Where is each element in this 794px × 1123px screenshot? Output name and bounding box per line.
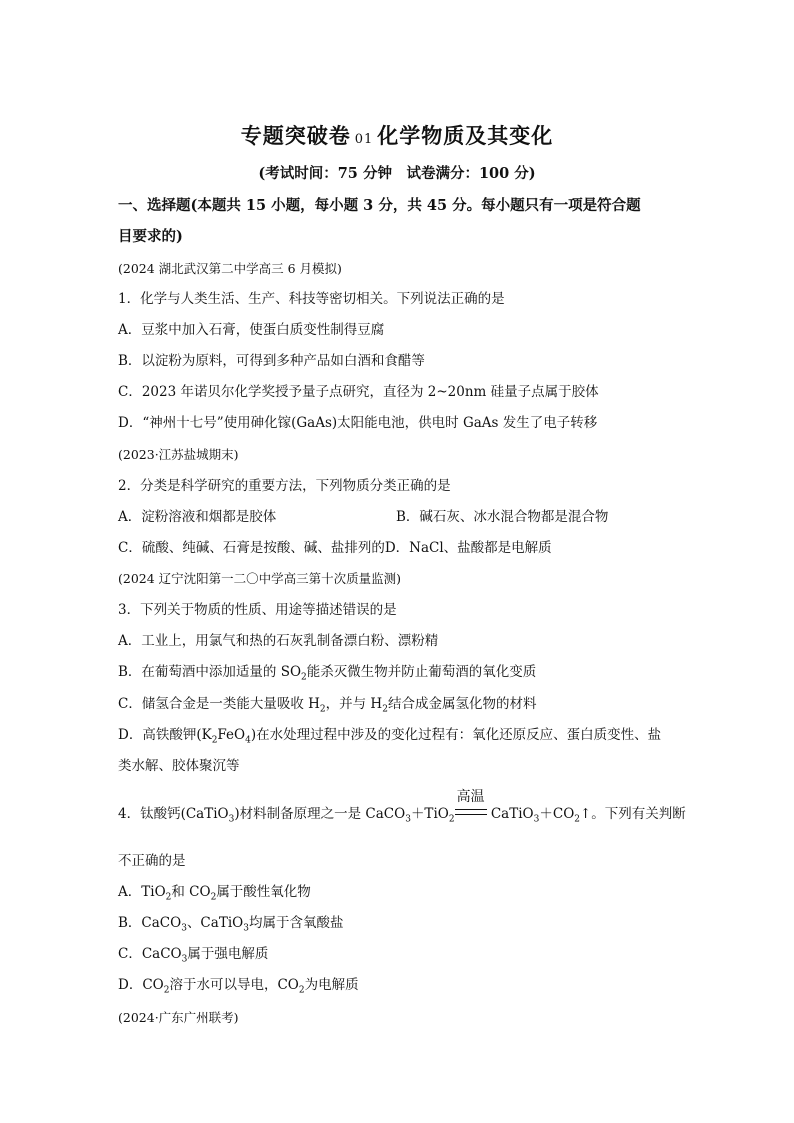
q1-source: (2024 湖北武汉第二中学高三 6 月模拟) xyxy=(118,261,342,276)
q4-option-c: C．CaCO$_3$属于强电解质 xyxy=(118,946,269,965)
q5-source: (2024·广东广州联考) xyxy=(118,1010,239,1025)
q2-option-c: C．硫酸、纯碱、石膏是按酸、碱、盐排列的 xyxy=(118,540,385,556)
q1-option-c: C．2023 年诺贝尔化学奖授予量子点研究，直径为 2~20nm 硅量子点属于胶体 xyxy=(118,384,599,400)
q3-option-d-cont: 类水解、胶体聚沉等 xyxy=(118,758,240,774)
q1-stem: 1．化学与人类生活、生产、科技等密切相关。下列说法正确的是 xyxy=(118,291,505,307)
title-part2: 化学物质及其变化 xyxy=(377,123,554,148)
q1-option-b: B．以淀粉为原料，可得到多种产品如白酒和食醋等 xyxy=(118,353,425,369)
q3-option-c: C．储氢合金是一类能大量吸收 $H_2$，并与 $H_2$结合成金属氢化物的材料 xyxy=(118,696,537,715)
q3-option-b: B．在葡萄酒中添加适量的 $SO_2$能杀灭微生物并防止葡萄酒的氧化变质 xyxy=(118,664,537,683)
q1-option-a: A．豆浆中加入石膏，使蛋白质变性制得豆腐 xyxy=(118,322,385,338)
reaction-condition: 高温 xyxy=(455,809,487,818)
q3-source: (2024 辽宁沈阳第一二〇中学高三第十次质量监测) xyxy=(118,571,402,586)
q4-option-b: B．CaCO$_3$、CaTiO$_3$均属于含氧酸盐 xyxy=(118,915,344,934)
q3-option-d: D．高铁酸钾$(K_2FeO_4)$在水处理过程中涉及的变化过程有：氧化还原反应、蛋白质变性、盐 xyxy=(118,727,662,746)
q4-stem-cont: 不正确的是 xyxy=(118,853,186,869)
section-heading: 一、选择题(本题共 15 小题，每小题 3 分，共 45 分。每小题只有一项是符合题 xyxy=(118,197,641,214)
page-title xyxy=(0,120,794,150)
q3-stem: 3．下列关于物质的性质、用途等描述错误的是 xyxy=(118,602,397,618)
q4-option-a: A．TiO$_2$和 $CO_2$属于酸性氧化物 xyxy=(118,884,311,903)
title-number: 01 xyxy=(354,132,374,147)
q3-option-a: A．工业上，用氯气和热的石灰乳制备漂白粉、漂粉精 xyxy=(118,633,439,649)
q2-option-cd xyxy=(118,538,552,558)
q2-option-b: B．碱石灰、冰水混合物都是混合物 xyxy=(396,509,609,525)
q4-option-d: D．$CO_2$溶于水可以导电，$CO_2$为电解质 xyxy=(118,977,359,996)
q2-source: (2023·江苏盐城期末) xyxy=(118,447,239,462)
q2-option-d: D．NaCl、盐酸都是电解质 xyxy=(384,540,552,556)
title-part1: 专题突破卷 xyxy=(240,123,351,148)
q4-stem: 4．钛酸钙(CaTiO$_3$)材料制备原理之一是 CaCO$_3$＋TiO$_2$ 高温 $CaTiO_3+CO_2↑$。下列有关判断 xyxy=(118,789,686,825)
q2-stem: 2．分类是科学研究的重要方法，下列物质分类正确的是 xyxy=(118,478,451,494)
q2-option-a: A．淀粉溶液和烟都是胶体 xyxy=(118,509,277,525)
section-heading-cont: 目要求的) xyxy=(118,228,183,245)
exam-info: (考试时间：75 分钟 试卷满分：100 分) xyxy=(258,165,536,182)
q1-option-d: D．“神州十七号”使用砷化镓(GaAs)太阳能电池，供电时 GaAs 发生了电子转移 xyxy=(118,415,598,431)
